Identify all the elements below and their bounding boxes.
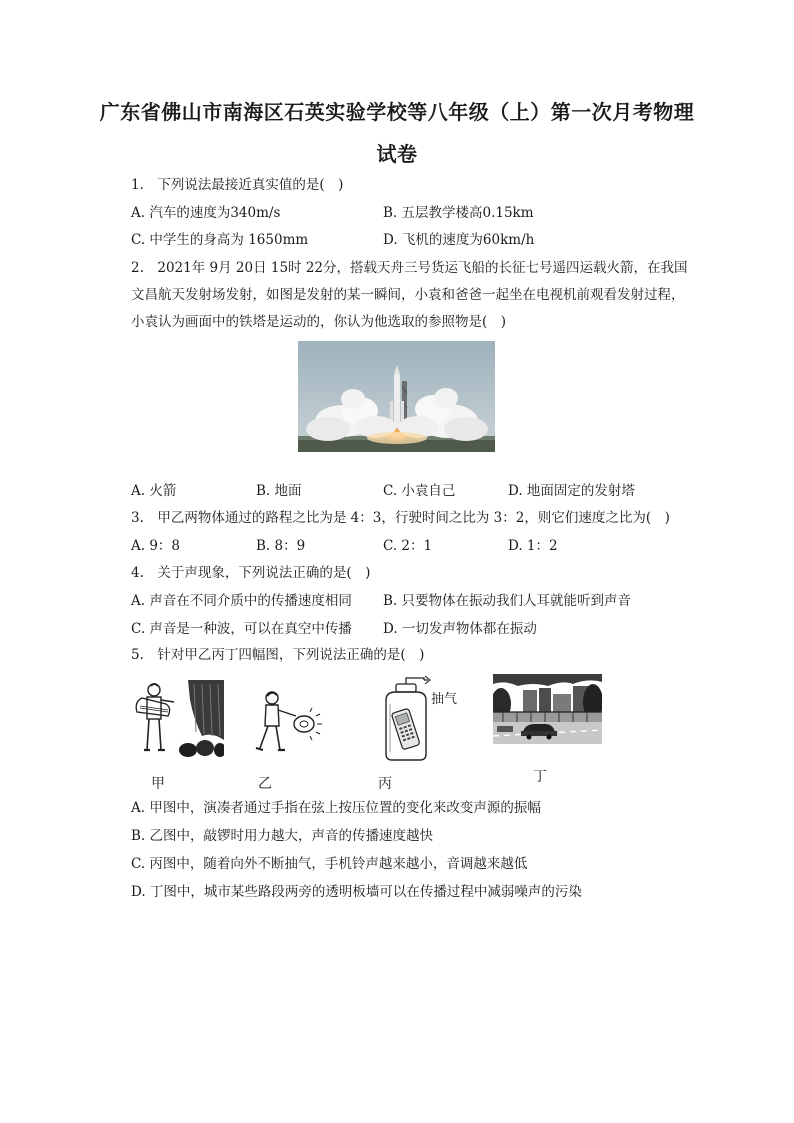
- question-3-option-b: B. 8：9: [256, 538, 306, 554]
- rocket-launch-photo: [298, 341, 495, 452]
- document-title-continued: 试卷: [376, 142, 418, 166]
- question-3-option-a: A. 9：8: [131, 538, 181, 554]
- question-1-option-d: D. 飞机的速度为60km/h: [383, 232, 535, 248]
- question-3-stem: 3. 甲乙两物体通过的路程之比为是 4：3，行驶时间之比为 3：2，则它们速度之比为( ): [131, 510, 670, 526]
- question-2-option-d: D. 地面固定的发射塔: [508, 483, 635, 499]
- question-2-option-a: A. 火箭: [131, 483, 177, 499]
- figure-yi-gong-player: [252, 688, 324, 760]
- figure-jia-performer: [132, 680, 224, 758]
- question-4-option-c: C. 声音是一种波，可以在真空中传播: [131, 621, 352, 637]
- question-5-option-d: D. 丁图中，城市某些路段两旁的透明板墙可以在传播过程中减弱噪声的污染: [131, 884, 582, 900]
- question-1-option-c: C. 中学生的身高为 1650mm: [131, 232, 309, 248]
- question-1-stem: 1. 下列说法最接近真实值的是( ): [131, 177, 344, 193]
- question-5-option-c: C. 丙图中，随着向外不断抽气，手机铃声越来越小，音调越来越低: [131, 856, 528, 872]
- figure-bing-pump-label: 抽气: [431, 692, 458, 707]
- question-1-option-a: A. 汽车的速度为340m/s: [131, 205, 281, 221]
- figure-ding-noise-barrier-photo: [493, 674, 602, 744]
- question-2-stem-line-2: 文昌航天发射场发射，如图是发射的某一瞬间，小袁和爸爸一起坐在电视机前观看发射过程，: [131, 287, 685, 303]
- question-4-option-b: B. 只要物体在振动我们人耳就能听到声音: [383, 593, 632, 609]
- question-3-option-d: D. 1：2: [508, 538, 558, 554]
- question-2-stem-line-1: 2. 2021年 9月 20日 15时 22分，搭载天舟三号货运飞船的长征七号遥四运载火箭，在我国: [131, 260, 688, 276]
- figure-bing-caption: 丙: [378, 776, 392, 792]
- question-2-option-c: C. 小袁自己: [383, 483, 456, 499]
- figure-ding-caption: 丁: [533, 769, 547, 785]
- figure-yi-caption: 乙: [258, 776, 272, 792]
- figure-jia-caption: 甲: [151, 776, 165, 792]
- question-2-option-b: B. 地面: [256, 483, 302, 499]
- question-5-stem: 5. 针对甲乙丙丁四幅图，下列说法正确的是( ): [131, 647, 425, 663]
- question-4-option-d: D. 一切发声物体都在振动: [383, 621, 537, 637]
- question-5-option-a: A. 甲图中，演凑者通过手指在弦上按压位置的变化来改变声源的振幅: [131, 800, 541, 816]
- question-5-option-b: B. 乙图中，敲锣时用力越大，声音的传播速度越快: [131, 828, 434, 844]
- question-4-stem: 4. 关于声现象，下列说法正确的是( ): [131, 565, 371, 581]
- question-4-option-a: A. 声音在不同介质中的传播速度相同: [131, 593, 352, 609]
- document-title: 广东省佛山市南海区石英实验学校等八年级（上）第一次月考物理: [99, 100, 695, 124]
- question-1-option-b: B. 五层教学楼高0.15km: [383, 205, 534, 221]
- question-2-stem-line-3: 小袁认为画面中的铁塔是运动的，你认为他选取的参照物是( ): [131, 314, 507, 330]
- question-3-option-c: C. 2：1: [383, 538, 433, 554]
